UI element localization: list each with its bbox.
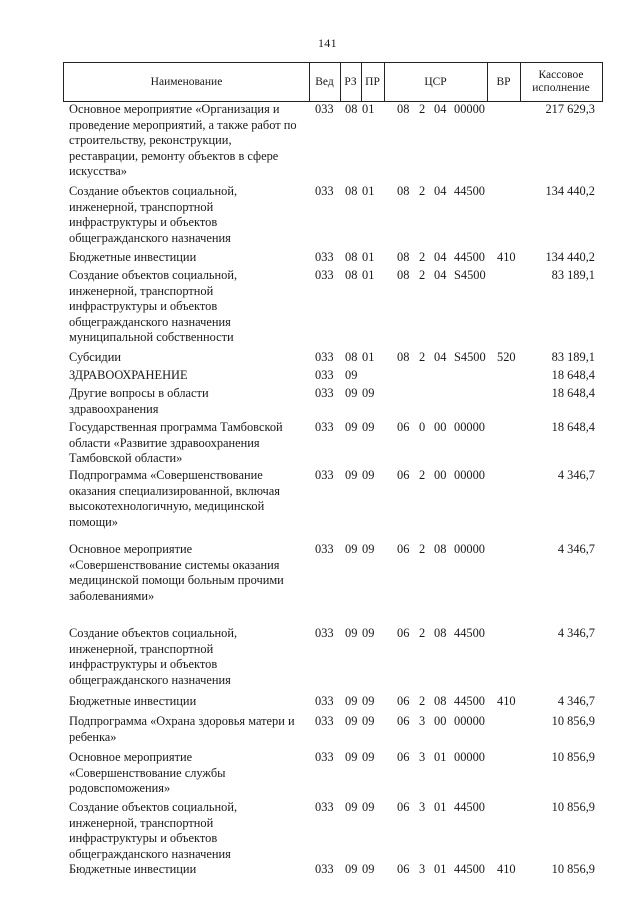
row-pr: 09 [362,694,375,708]
row-csr-event: 00 [434,468,447,482]
row-csr-program: 06 [397,626,410,640]
row-csr-event: 08 [434,626,447,640]
row-ved: 033 [315,468,334,482]
row-csr-subprogram: 2 [419,250,426,264]
row-csr-direction: 00000 [454,468,485,482]
row-amount: 134 440,2 [545,250,595,264]
row-csr-direction: 00000 [454,714,485,728]
row-ved: 033 [315,420,334,434]
row-csr-event: 01 [434,750,447,764]
row-csr-direction: 44500 [454,694,485,708]
row-ved: 033 [315,102,334,116]
row-csr-program: 06 [397,862,410,876]
row-name: Государственная программа Тамбовской области «Развитие здравоохранения Тамбовской области» [69,420,283,466]
row-csr-direction: S4500 [454,268,486,282]
row-csr-program: 08 [397,102,410,116]
row-rz: 08 [345,102,358,116]
row-csr-direction: 44500 [454,862,485,876]
row-csr-program: 06 [397,468,410,482]
row-pr: 09 [362,750,375,764]
row-amount: 4 346,7 [557,468,595,482]
header-amount: Кассовое исполнение [532,69,590,94]
row-ved: 033 [315,862,334,876]
row-rz: 09 [345,386,358,400]
row-ved: 033 [315,368,334,382]
row-pr: 01 [362,350,375,364]
row-ved: 033 [315,268,334,282]
row-amount: 217 629,3 [545,102,595,116]
row-amount: 4 346,7 [557,694,595,708]
row-csr-program: 06 [397,694,410,708]
row-amount: 10 856,9 [551,862,595,876]
header-ved: Вед [309,63,341,101]
row-name: Бюджетные инвестиции [69,862,197,876]
row-csr-program: 06 [397,800,410,814]
row-rz: 08 [345,184,358,198]
row-pr: 09 [362,800,375,814]
row-ved: 033 [315,694,334,708]
row-csr-subprogram: 2 [419,694,426,708]
row-amount: 83 189,1 [551,268,595,282]
row-csr-subprogram: 2 [419,542,426,556]
row-rz: 09 [345,714,358,728]
row-csr-direction: 44500 [454,800,485,814]
row-csr-direction: S4500 [454,350,486,364]
row-csr-subprogram: 2 [419,626,426,640]
row-csr-event: 01 [434,862,447,876]
row-ved: 033 [315,714,334,728]
row-csr-subprogram: 2 [419,468,426,482]
row-csr-subprogram: 2 [419,350,426,364]
row-pr: 09 [362,420,375,434]
row-name: Другие вопросы в области здравоохранения [69,386,209,416]
row-rz: 08 [345,268,358,282]
row-ved: 033 [315,386,334,400]
row-rz: 08 [345,350,358,364]
budget-table [63,62,603,876]
row-csr-subprogram: 3 [419,800,426,814]
row-csr-direction: 00000 [454,420,485,434]
row-pr: 09 [362,626,375,640]
row-vr: 410 [497,862,516,876]
row-csr-subprogram: 2 [419,184,426,198]
row-csr-program: 06 [397,714,410,728]
row-csr-program: 06 [397,420,410,434]
row-csr-subprogram: 2 [419,268,426,282]
row-csr-event: 08 [434,542,447,556]
row-csr-event: 04 [434,268,447,282]
row-csr-direction: 44500 [454,250,485,264]
row-rz: 09 [345,694,358,708]
row-rz: 09 [345,800,358,814]
row-csr-subprogram: 3 [419,862,426,876]
row-amount: 4 346,7 [557,542,595,556]
row-csr-direction: 00000 [454,750,485,764]
row-csr-event: 01 [434,800,447,814]
row-pr: 09 [362,468,375,482]
row-csr-program: 06 [397,542,410,556]
table-header [63,62,603,102]
row-csr-program: 06 [397,750,410,764]
row-ved: 033 [315,350,334,364]
row-name: Подпрограмма «Совершенствование оказания специализированной, включая высокотехнологичную, медицинской помощи» [69,468,280,529]
row-ved: 033 [315,626,334,640]
row-amount: 10 856,9 [551,800,595,814]
row-csr-subprogram: 0 [419,420,426,434]
row-name: Бюджетные инвестиции [69,694,197,708]
row-pr: 09 [362,542,375,556]
row-csr-subprogram: 3 [419,750,426,764]
header-vr: ВР [487,63,521,101]
row-ved: 033 [315,542,334,556]
row-csr-program: 08 [397,268,410,282]
row-name: Основное мероприятие «Организация и проведение мероприятий, а также работ по строительству, реконструкции, реставрации, ремонту объектов в сфере искусства» [69,102,297,179]
header-pr: ПР [361,63,385,101]
row-name: Создание объектов социальной, инженерной, транспортной инфраструктуры и объектов общегражданского назначения муниципальной собственности [69,268,238,345]
row-pr: 01 [362,250,375,264]
row-csr-direction: 00000 [454,102,485,116]
row-ved: 033 [315,800,334,814]
row-amount: 18 648,4 [551,420,595,434]
row-csr-program: 08 [397,184,410,198]
row-vr: 410 [497,694,516,708]
row-vr: 410 [497,250,516,264]
row-pr: 09 [362,862,375,876]
row-rz: 09 [345,862,358,876]
row-amount: 10 856,9 [551,714,595,728]
row-pr: 09 [362,386,375,400]
row-amount: 4 346,7 [557,626,595,640]
row-amount: 18 648,4 [551,386,595,400]
row-csr-direction: 00000 [454,542,485,556]
row-csr-event: 04 [434,250,447,264]
row-csr-program: 08 [397,250,410,264]
row-rz: 09 [345,420,358,434]
row-name: Подпрограмма «Охрана здоровья матери и ребенка» [69,714,295,744]
row-name: Субсидии [69,350,121,364]
row-ved: 033 [315,184,334,198]
row-amount: 134 440,2 [545,184,595,198]
header-rz: РЗ [340,63,362,101]
row-csr-event: 04 [434,350,447,364]
row-csr-direction: 44500 [454,184,485,198]
row-pr: 01 [362,102,375,116]
row-amount: 83 189,1 [551,350,595,364]
row-name: Основное мероприятие «Совершенствование службы родовспоможения» [69,750,226,796]
row-csr-subprogram: 3 [419,714,426,728]
row-ved: 033 [315,250,334,264]
row-pr: 01 [362,268,375,282]
row-csr-event: 08 [434,694,447,708]
row-csr-program: 08 [397,350,410,364]
row-name: Бюджетные инвестиции [69,250,197,264]
header-name: Наименование [64,63,310,101]
row-rz: 09 [345,368,358,382]
row-csr-direction: 44500 [454,626,485,640]
row-name: Создание объектов социальной, инженерной, транспортной инфраструктуры и объектов общегражданского назначения [69,184,238,245]
row-name: Основное мероприятие «Совершенствование системы оказания медицинской помощи больным прочими заболеваниями» [69,542,284,603]
row-rz: 09 [345,468,358,482]
row-ved: 033 [315,750,334,764]
row-rz: 09 [345,750,358,764]
row-amount: 18 648,4 [551,368,595,382]
row-rz: 08 [345,250,358,264]
row-name: Создание объектов социальной, инженерной, транспортной инфраструктуры и объектов общегражданского назначения [69,800,238,861]
row-rz: 09 [345,626,358,640]
row-csr-event: 00 [434,714,447,728]
row-pr: 01 [362,184,375,198]
row-amount: 10 856,9 [551,750,595,764]
header-csr: ЦСР [384,63,488,101]
row-name: Создание объектов социальной, инженерной, транспортной инфраструктуры и объектов общегражданского назначения [69,626,238,687]
page-number: 141 [318,36,337,50]
row-name: ЗДРАВООХРАНЕНИЕ [69,368,188,382]
row-csr-event: 04 [434,102,447,116]
row-rz: 09 [345,542,358,556]
row-csr-subprogram: 2 [419,102,426,116]
row-pr: 09 [362,714,375,728]
row-vr: 520 [497,350,516,364]
row-csr-event: 00 [434,420,447,434]
row-csr-event: 04 [434,184,447,198]
